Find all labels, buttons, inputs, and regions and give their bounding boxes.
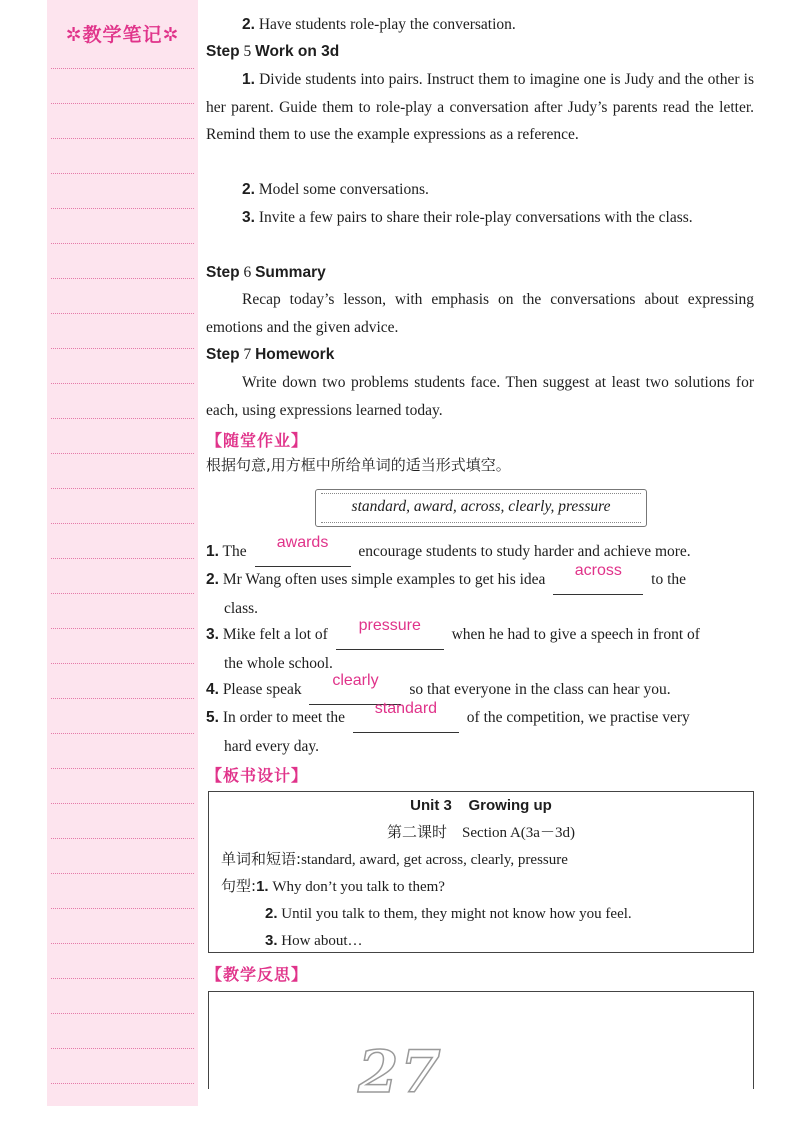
step-title: Work on 3d: [255, 43, 340, 60]
unit-label: Unit 3: [410, 797, 452, 814]
item-number: 3.: [242, 209, 255, 226]
page-number: 27: [358, 1038, 443, 1106]
reflection-heading: 【教学反思】: [206, 965, 309, 984]
item-continuation: hard every day.: [224, 737, 319, 755]
answer-text: across: [574, 562, 622, 579]
step-title: Summary: [255, 264, 326, 281]
step-number: 6: [243, 264, 252, 281]
answer-blank[interactable]: [255, 534, 351, 567]
note-line: [51, 243, 194, 244]
note-line: [51, 943, 194, 944]
item-text: Mr Wang often uses simple examples to get his idea: [222, 571, 546, 588]
note-line: [51, 1048, 194, 1049]
item-text: when he had to give a speech in front of: [451, 626, 700, 643]
item-number: 2.: [265, 905, 278, 922]
item-text: so that everyone in the class can hear you.: [409, 681, 671, 698]
note-line: [51, 68, 194, 69]
note-line: [51, 138, 194, 139]
step-heading: [206, 259, 754, 287]
note-line: [51, 978, 194, 979]
item-text: to the: [651, 571, 687, 588]
word-box: [315, 489, 647, 527]
patterns-label: 句型:: [221, 877, 257, 895]
pattern-text: Why don’t you talk to them?: [272, 879, 445, 895]
answer-text: standard: [374, 700, 438, 717]
note-line: [51, 558, 194, 559]
exercise-instruction: 根据句意,用方框中所给单词的适当形式填空。: [206, 456, 511, 474]
answer-blank[interactable]: [553, 562, 643, 595]
note-line: [51, 628, 194, 629]
note-line: [51, 873, 194, 874]
exercise-item: [206, 700, 754, 760]
lesson-paragraph: [206, 11, 754, 39]
lesson-paragraph: Recap today’s lesson, with emphasis on the conversations about expressing emotions and the given advice.: [206, 291, 754, 336]
step-label: Step: [206, 264, 240, 281]
board-pattern: [209, 900, 800, 928]
unit-title: Growing up: [468, 797, 552, 814]
exercise-heading: 【随堂作业】: [206, 431, 309, 450]
note-line: [51, 523, 194, 524]
note-line: [51, 208, 194, 209]
item-text: encourage students to study harder and achieve more.: [358, 543, 691, 560]
exercise-item: [206, 672, 754, 705]
item-number: 1.: [242, 71, 255, 88]
note-line: [51, 1013, 194, 1014]
section-label: Section A(3a－3d): [462, 825, 575, 841]
note-line: [51, 698, 194, 699]
lesson-paragraph: [206, 176, 754, 204]
pattern-text: Until you talk to them, they might not know how you feel.: [281, 906, 632, 922]
note-line: [51, 803, 194, 804]
item-number: 3.: [206, 626, 219, 643]
lesson-label: 第二课时: [387, 823, 448, 841]
notes-sidebar-title: ✲教学笔记✲: [65, 24, 180, 46]
item-continuation: class.: [224, 599, 259, 617]
answer-blank[interactable]: [336, 617, 444, 650]
exercise-item: [206, 534, 754, 567]
lesson-paragraph: Write down two problems students face. Then suggest at least two solutions for each, using expressions learned today.: [206, 374, 754, 419]
answer-text: awards: [276, 534, 329, 551]
exercise-item: [206, 562, 754, 622]
item-number: 5.: [206, 709, 219, 726]
board-subtitle: [209, 819, 753, 847]
paragraph-text: Divide students into pairs. Instruct them to imagine one is Judy and the other is her parent. Guide them to role-play a conversation after Judy’s parents read the letter. Remind them to use the example expressions as a reference.: [206, 71, 755, 143]
reflection-box[interactable]: [208, 991, 754, 1089]
step-heading: [206, 38, 754, 66]
note-line: [51, 488, 194, 489]
lesson-paragraph: [206, 204, 754, 232]
note-line: [51, 838, 194, 839]
step-heading: [206, 341, 754, 369]
item-text: The: [222, 543, 247, 560]
item-number: 2.: [242, 181, 255, 198]
notes-sidebar: [47, 0, 198, 1106]
item-text: Mike felt a lot of: [222, 626, 328, 643]
note-line: [51, 1083, 194, 1084]
item-number: 2.: [206, 571, 219, 588]
item-number: 1.: [206, 543, 219, 560]
note-line: [51, 908, 194, 909]
step-number: 7: [243, 346, 252, 363]
note-line: [51, 313, 194, 314]
note-line: [51, 383, 194, 384]
note-line: [51, 768, 194, 769]
answer-blank[interactable]: [353, 700, 459, 733]
note-line: [51, 733, 194, 734]
board-words: [209, 846, 765, 874]
board-heading: 【板书设计】: [206, 766, 309, 785]
step-label: Step: [206, 43, 240, 60]
words-text: standard, award, get across, clearly, pressure: [301, 852, 568, 868]
board-pattern: [209, 873, 765, 901]
item-text: of the competition, we practise very: [466, 709, 690, 726]
note-line: [51, 453, 194, 454]
step-title: Homework: [255, 346, 335, 363]
note-line: [51, 663, 194, 664]
answer-text: clearly: [332, 672, 379, 689]
exercise-item: [206, 617, 754, 677]
word-box-text: standard, award, across, clearly, pressure: [351, 498, 611, 515]
step-number: 5: [243, 43, 252, 60]
paragraph-text: Have students role-play the conversation.: [258, 16, 516, 33]
note-line: [51, 348, 194, 349]
note-line: [51, 103, 194, 104]
pattern-text: How about…: [281, 933, 363, 949]
board-pattern: [209, 927, 800, 955]
item-number: 4.: [206, 681, 219, 698]
board-title: [209, 792, 753, 819]
item-text: Please speak: [222, 681, 302, 698]
words-label: 单词和短语:: [221, 850, 302, 868]
item-number: 2.: [242, 16, 255, 33]
item-number: 3.: [265, 932, 278, 949]
note-line: [51, 173, 194, 174]
note-line: [51, 418, 194, 419]
step-label: Step: [206, 346, 240, 363]
answer-text: pressure: [358, 617, 421, 634]
board-design-box: [208, 791, 754, 953]
item-number: 1.: [256, 878, 269, 895]
item-text: In order to meet the: [222, 709, 346, 726]
paragraph-text: Invite a few pairs to share their role-play conversations with the class.: [258, 209, 693, 226]
paragraph-text: Model some conversations.: [258, 181, 429, 198]
note-line: [51, 278, 194, 279]
lesson-paragraph: [206, 66, 754, 149]
item-continuation: the whole school.: [224, 654, 333, 672]
note-line: [51, 593, 194, 594]
